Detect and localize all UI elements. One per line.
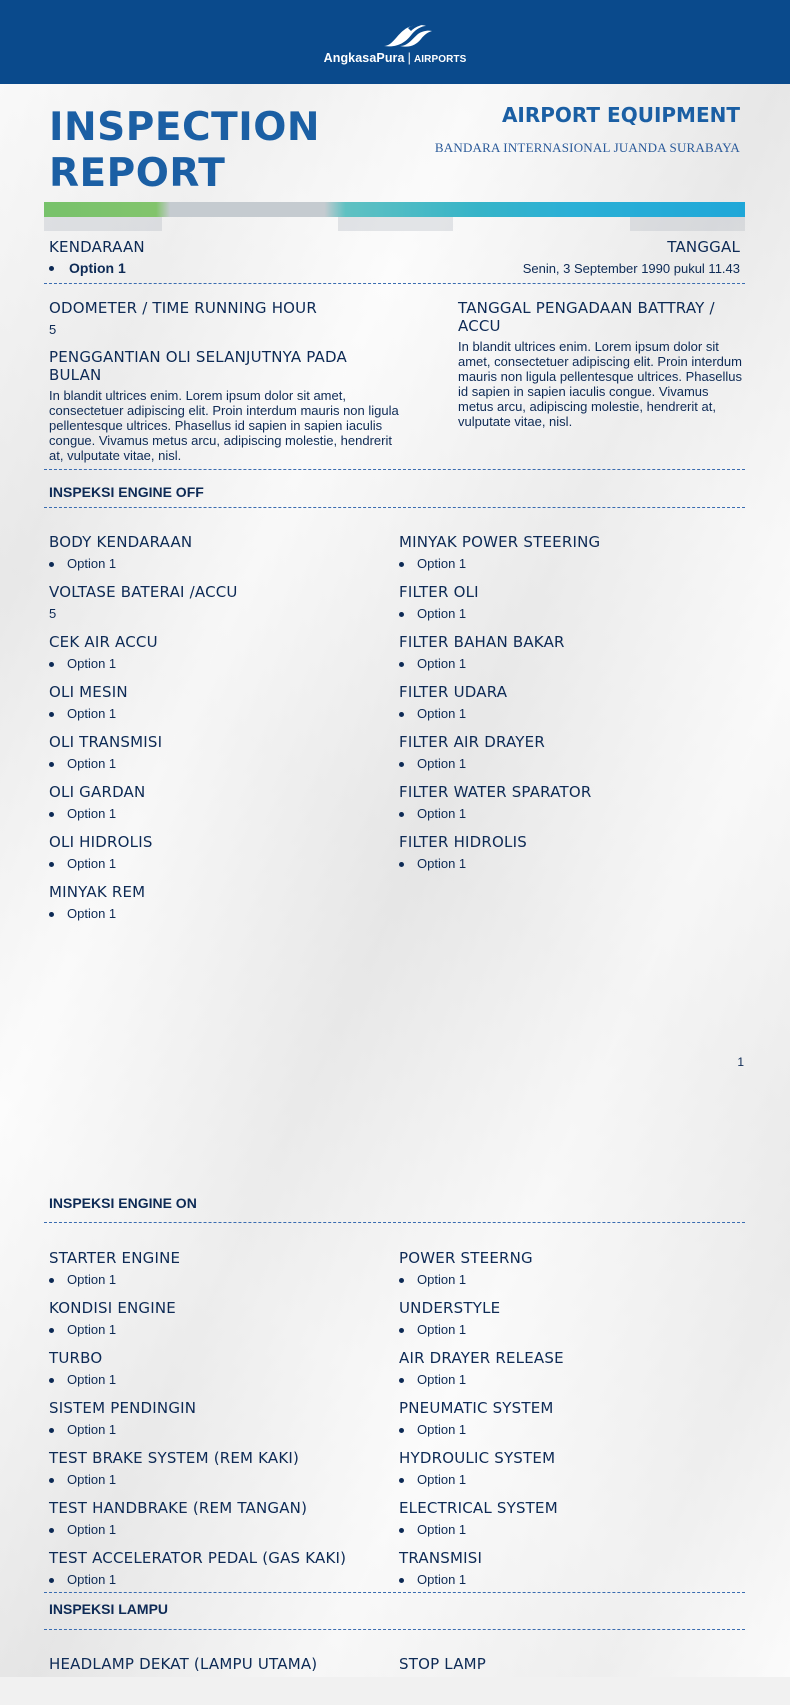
odometer-value: 5 xyxy=(49,322,57,337)
inspection-item-label: FILTER BAHAN BAKAR xyxy=(399,633,565,651)
inspection-item-label: TEST BRAKE SYSTEM (REM KAKI) xyxy=(49,1449,300,1467)
inspection-item-option: Option 1 xyxy=(49,756,379,772)
inspection-item xyxy=(49,883,379,933)
lampu-right-column xyxy=(399,1655,739,1705)
inspection-item-label: TRANSMISI xyxy=(399,1549,483,1567)
divider-dashed xyxy=(44,283,745,284)
inspection-item xyxy=(49,683,379,733)
inspection-item-label: FILTER UDARA xyxy=(399,683,508,701)
inspection-item xyxy=(399,1399,739,1449)
report-title: INSPECTION REPORT xyxy=(49,105,320,196)
kendaraan-value xyxy=(49,260,145,276)
inspection-item-option: Option 1 xyxy=(49,906,379,922)
odometer-field xyxy=(49,299,399,463)
inspection-item-label: POWER STEERNG xyxy=(399,1249,533,1267)
page-number: 1 xyxy=(737,1055,744,1069)
band-shadow-mid xyxy=(338,217,453,231)
header-bar xyxy=(0,0,790,84)
inspection-item-option: Option 1 xyxy=(399,1572,739,1588)
inspection-item-option: Option 1 xyxy=(49,1272,379,1288)
report-subtitle: AIRPORT EQUIPMENT xyxy=(501,103,740,127)
inspection-item-option: Option 1 xyxy=(49,706,379,722)
engine-off-left-column xyxy=(49,533,379,933)
inspection-item-option: Option 1 xyxy=(49,1572,379,1588)
lampu-left-column xyxy=(49,1655,379,1705)
brand-name: AngkasaPura xyxy=(323,51,405,65)
inspection-item-option: Option 1 xyxy=(49,656,379,672)
inspection-item xyxy=(49,1349,379,1399)
inspection-item-label: PNEUMATIC SYSTEM xyxy=(399,1399,554,1417)
inspection-item xyxy=(399,1499,739,1549)
inspection-item-label: HEADLAMP DEKAT (LAMPU UTAMA) xyxy=(49,1655,318,1673)
brand-tagline: AIRPORTS xyxy=(413,54,467,65)
inspection-item xyxy=(49,1249,379,1299)
inspection-item-label: OLI HIDROLIS xyxy=(49,833,153,851)
engine-on-left-column xyxy=(49,1249,379,1599)
inspection-item-option: Option 1 xyxy=(49,1372,379,1388)
band-shadow-left xyxy=(44,217,162,231)
battray-field xyxy=(458,299,743,429)
inspection-item-label: FILTER AIR DRAYER xyxy=(399,733,545,751)
inspection-item-label: SISTEM PENDINGIN xyxy=(49,1399,197,1417)
inspection-item-option: Option 1 xyxy=(49,1522,379,1538)
inspection-item-option: Option 1 xyxy=(399,656,739,672)
inspection-item xyxy=(49,733,379,783)
inspection-item xyxy=(399,833,739,883)
inspection-item xyxy=(49,1449,379,1499)
inspection-item-label: STOP LAMP xyxy=(399,1655,487,1673)
inspection-item xyxy=(49,1299,379,1349)
inspection-item xyxy=(49,583,379,633)
divider-dashed xyxy=(44,469,745,470)
inspection-item-option: Option 1 xyxy=(49,1322,379,1338)
inspection-item xyxy=(399,733,739,783)
inspection-item-option: Option 1 xyxy=(49,856,379,872)
inspection-item-label: TURBO xyxy=(49,1349,103,1367)
inspection-item xyxy=(399,633,739,683)
divider-dashed xyxy=(44,1592,745,1593)
inspection-item-label: TEST ACCELERATOR PEDAL (GAS KAKI) xyxy=(49,1549,347,1567)
inspection-item-option: Option 1 xyxy=(399,856,739,872)
divider-dashed xyxy=(44,507,745,508)
inspection-item-label: KONDISI ENGINE xyxy=(49,1299,176,1317)
inspection-item-label: TEST HANDBRAKE (REM TANGAN) xyxy=(49,1499,308,1517)
inspection-item xyxy=(49,533,379,583)
inspection-item xyxy=(399,583,739,633)
inspection-item xyxy=(399,1299,739,1349)
kendaraan-value-text: Option 1 xyxy=(69,260,126,276)
inspection-item xyxy=(399,1349,739,1399)
color-band-divider xyxy=(44,202,745,217)
angkasa-pura-logo-icon xyxy=(378,22,434,50)
inspection-item xyxy=(399,1655,739,1705)
inspection-item-option: Option 1 xyxy=(399,556,739,572)
inspection-item-label: OLI TRANSMISI xyxy=(49,733,163,751)
airport-name: BANDARA INTERNASIONAL JUANDA SURABAYA xyxy=(434,140,740,155)
inspection-item xyxy=(49,1399,379,1449)
inspection-item-option: Option 1 xyxy=(399,706,739,722)
inspection-item-option: Option 1 xyxy=(49,1422,379,1438)
inspection-item-option: Option 1 xyxy=(399,1322,739,1338)
inspection-item-label: FILTER WATER SPARATOR xyxy=(399,783,592,801)
inspection-item-label: BODY KENDARAAN xyxy=(49,533,193,551)
inspection-item-label: UNDERSTYLE xyxy=(399,1299,501,1317)
inspection-item-label: OLI GARDAN xyxy=(49,783,146,801)
brand-wordmark xyxy=(0,51,790,65)
kendaraan-field xyxy=(49,238,145,276)
tanggal-field xyxy=(523,238,740,276)
engine-on-right-column xyxy=(399,1249,739,1599)
inspection-item xyxy=(399,683,739,733)
inspection-item-option: Option 1 xyxy=(399,1422,739,1438)
inspection-item-option: Option 1 xyxy=(399,1372,739,1388)
inspection-item-option: Option 1 xyxy=(399,1522,739,1538)
inspection-item xyxy=(399,533,739,583)
inspection-item-label: OLI MESIN xyxy=(49,683,128,701)
inspection-item xyxy=(399,783,739,833)
inspection-item xyxy=(399,1449,739,1499)
section-title-lampu: INSPEKSI LAMPU xyxy=(49,1601,169,1617)
inspection-item-label: STARTER ENGINE xyxy=(49,1249,181,1267)
battray-label: TANGGAL PENGADAAN BATTRAY / ACCU xyxy=(458,299,715,335)
inspection-item-option: Option 1 xyxy=(399,606,739,622)
odometer-label: ODOMETER / TIME RUNNING HOUR xyxy=(49,299,317,317)
inspection-item-option: Option 1 xyxy=(399,756,739,772)
oli-label: PENGGANTIAN OLI SELANJUTNYA PADA BULAN xyxy=(49,348,347,384)
inspection-item-label: FILTER HIDROLIS xyxy=(399,833,527,851)
engine-off-right-column xyxy=(399,533,739,883)
inspection-item-label: MINYAK REM xyxy=(49,883,146,901)
inspection-item-option: Option 1 xyxy=(49,1472,379,1488)
battray-value: In blandit ultrices enim. Lorem ipsum dolor sit amet, consectetuer adipiscing elit. Proin interdum mauris non ligula pellentesque ultrices. Phasellus id sapien in sapien iaculis congue. Vivamus metus arcu, adipiscing molestie, hendrerit at, vulputate vitae, nisl. xyxy=(458,339,742,429)
inspection-item xyxy=(49,1655,379,1705)
inspection-item-option: Option 1 xyxy=(399,1472,739,1488)
inspection-item-option: Option 1 xyxy=(49,556,379,572)
kendaraan-label: KENDARAAN xyxy=(49,238,145,256)
inspection-item-label: HYDROULIC SYSTEM xyxy=(399,1449,556,1467)
band-shadow-right xyxy=(630,217,745,231)
inspection-item xyxy=(49,783,379,833)
inspection-item-option: Option 1 xyxy=(49,806,379,822)
inspection-item xyxy=(49,633,379,683)
inspection-item-option: Option 1 xyxy=(399,806,739,822)
inspection-item-option: Option 1 xyxy=(399,1272,739,1288)
tanggal-value: Senin, 3 September 1990 pukul 11.43 xyxy=(522,261,740,276)
oli-value: In blandit ultrices enim. Lorem ipsum dolor sit amet, consectetuer adipiscing elit. Proin interdum mauris non ligula pellentesque ultrices. Phasellus id sapien in sapien iaculis congue. Vivamus metus arcu, adipiscing molestie, hendrerit at, vulputate vitae, nisl. xyxy=(49,388,399,463)
brand-separator: | xyxy=(407,51,411,65)
inspection-item-label: CEK AIR ACCU xyxy=(49,633,158,651)
inspection-item xyxy=(49,833,379,883)
inspection-item xyxy=(399,1249,739,1299)
inspection-item-label: ELECTRICAL SYSTEM xyxy=(399,1499,558,1517)
tanggal-label: TANGGAL xyxy=(667,238,740,256)
divider-dashed xyxy=(44,1222,745,1223)
section-title-engine-on: INSPEKSI ENGINE ON xyxy=(49,1195,197,1211)
inspection-item-label: VOLTASE BATERAI /ACCU xyxy=(49,583,238,601)
section-title-engine-off: INSPEKSI ENGINE OFF xyxy=(49,484,204,500)
inspection-item-value: 5 xyxy=(49,606,57,621)
inspection-item xyxy=(49,1499,379,1549)
inspection-item-label: AIR DRAYER RELEASE xyxy=(399,1349,564,1367)
divider-dashed xyxy=(44,1629,745,1630)
inspection-item-label: FILTER OLI xyxy=(399,583,479,601)
inspection-item-label: MINYAK POWER STEERING xyxy=(399,533,601,551)
